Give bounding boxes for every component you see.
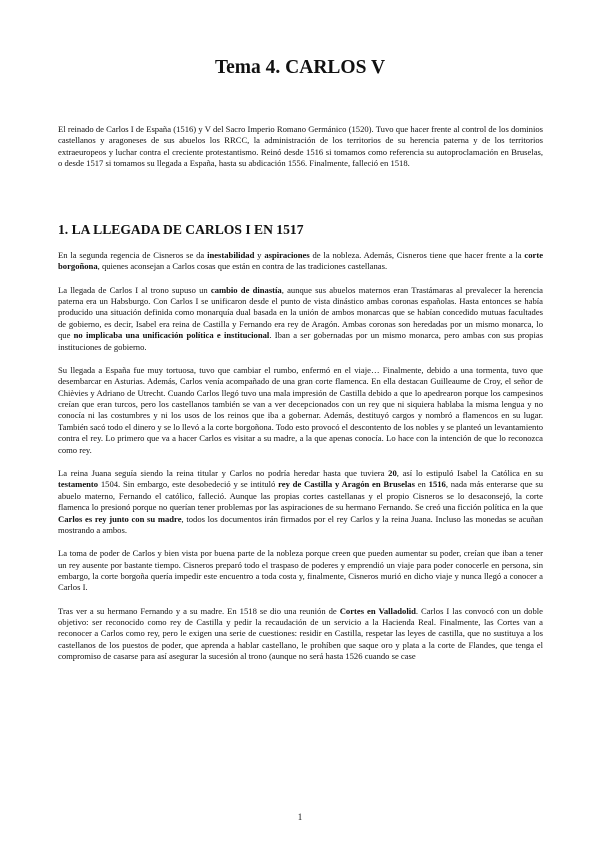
page-number: 1 [297,812,303,822]
paragraph-3: Su llegada a España fue muy tortuosa, tuvo que cambiar el rumbo, enfermó en el viaje… Finalmente, debido a una tormenta, tuvo que desembarcar en Asturias. Además, Carlos venía acompañado de una gran corte flamenca. En ella destacan Guilleaume de Croy, el señor de Chièvies y Adriano de Utrecht. Cuando Carlos llegó tuvo una mala impresión de Castilla debido a que lo apedrearon porque los campesinos creían que eran turcos, pero los castellanos también se van a ver decepcionados con un rey que ni siquiera hablaba la misma lengua y no conocía ni las costumbres y ni los usos de los reinos que iba a gobernar. Además, destituyó cargos y nombró a flamencos en su lugar. También sacó todo el dinero y se lo llevó a la corte borgoñona. Todo esto provocó el descontento de los nobles y se planteó un levantamiento contra el rey. Lo primero que va a hacer Carlos es visitar a su madre, a la que apenas conocía. Lo hace con la intención de que lo reconozca como rey. [58,364,543,455]
section-body [58,250,543,674]
paragraph-5: La toma de poder de Carlos y bien vista por buena parte de la nobleza porque creen que pueden aumentar su poder, creían que iban a tener un rey ausente por bastante tiempo. Cisneros preparó todo el traspaso de poderes y emprendió un viaje para poder conocerle en persona, sin embargo, la corte borgoña quería impedir este encuentro a toda costa y, finalmente, Cisneros murió en dicho viaje y nunca llegó a conocer a Carlos I. [58,548,543,593]
page-title: Tema 4. CARLOS V [214,57,386,78]
paragraph-6: Tras ver a su hermano Fernando y a su madre. En 1518 se dio una reunión de Cortes en Valladolid. Carlos I las convocó con un doble objetivo: ser reconocido como rey de Castilla y pedir la recaudación de un servicio a la Hacienda Real. Finalmente, las Cortes van a reconocer a Carlos como rey, pero le exigen una serie de cuestiones: residir en Castilla, respetar las leyes de castilla, que no sustituya a los castellanos de los puestos de poder, que aprenda a hablar castellano, le prohíben que saque oro y plata a la corte de Flandes, que tenga el compromiso de casarse para así asegurar la sucesión al trono (aunque no será hasta 1526 cuando se case [58,605,543,662]
intro-paragraph: El reinado de Carlos I de España (1516) y V del Sacro Imperio Romano Germánico (1520). Tuvo que hacer frente al control de los dominios castellanos y aragoneses de sus abuelos los RRCC, la administración de los territorios de su herencia paterna y de los territorios extraeuropeos y luchar contra el creciente protestantismo. Reinó desde 1516 si tomamos como referencia su autoproclamación en Bruselas, o desde 1517 si tomamos su llegada a España, hasta su abdicación 1556. Finalmente, falleció en 1518. [58,124,543,169]
section-heading: 1. LA LLEGADA DE CARLOS I EN 1517 [58,222,304,237]
paragraph-4: La reina Juana seguía siendo la reina titular y Carlos no podría heredar hasta que tuviera 20, así lo estipuló Isabel la Católica en su testamento 1504. Sin embargo, este desobedeció y se intituló rey de Castilla y Aragón en Bruselas en 1516, nada más enterarse que su abuelo materno, Fernando el católico, falleció. Aunque las propias cortes castellanas y el propio Cisneros se lo desaconsejó, la corte flamenca lo presionó porque no querían tener problemas por las aspiraciones de su hermano Fernando. Se creó una ficción política en la que Carlos es rey junto con su madre, todos los documentos irán firmados por el rey Carlos y la reina Juana. Incluso las monedas se acuñan mostrando a ambos. [58,467,544,535]
paragraph-2: La llegada de Carlos I al trono supuso un cambio de dinastía, aunque sus abuelos maternos eran Trastámaras al prevalecer la herencia paterna era un Habsburgo. Con Carlos I se unificaron desde el punto de vista dinástico ambas coronas españolas. Hasta entonces se había producido una situación definida como monarquía dual basada en la unión de ambos monarcas que se habían concedido mutuas facultades de gobierno, es decir, Isabel era reina de Castilla y Fernando era rey de Aragón. Ambas coronas son heredadas por un mismo monarca, lo que no implicaba una unificación política e institucional. Iban a ser gobernadas por un mismo monarca, pero ambas con sus propias instituciones de gobierno. [58,284,543,352]
paragraph-1: En la segunda regencia de Cisneros se da inestabilidad y aspiraciones de la nobleza. Además, Cisneros tiene que hacer frente a la corte borgoñona, quienes aconsejan a Carlos cosas que están en contra de las tradiciones castellanas. [58,250,544,272]
